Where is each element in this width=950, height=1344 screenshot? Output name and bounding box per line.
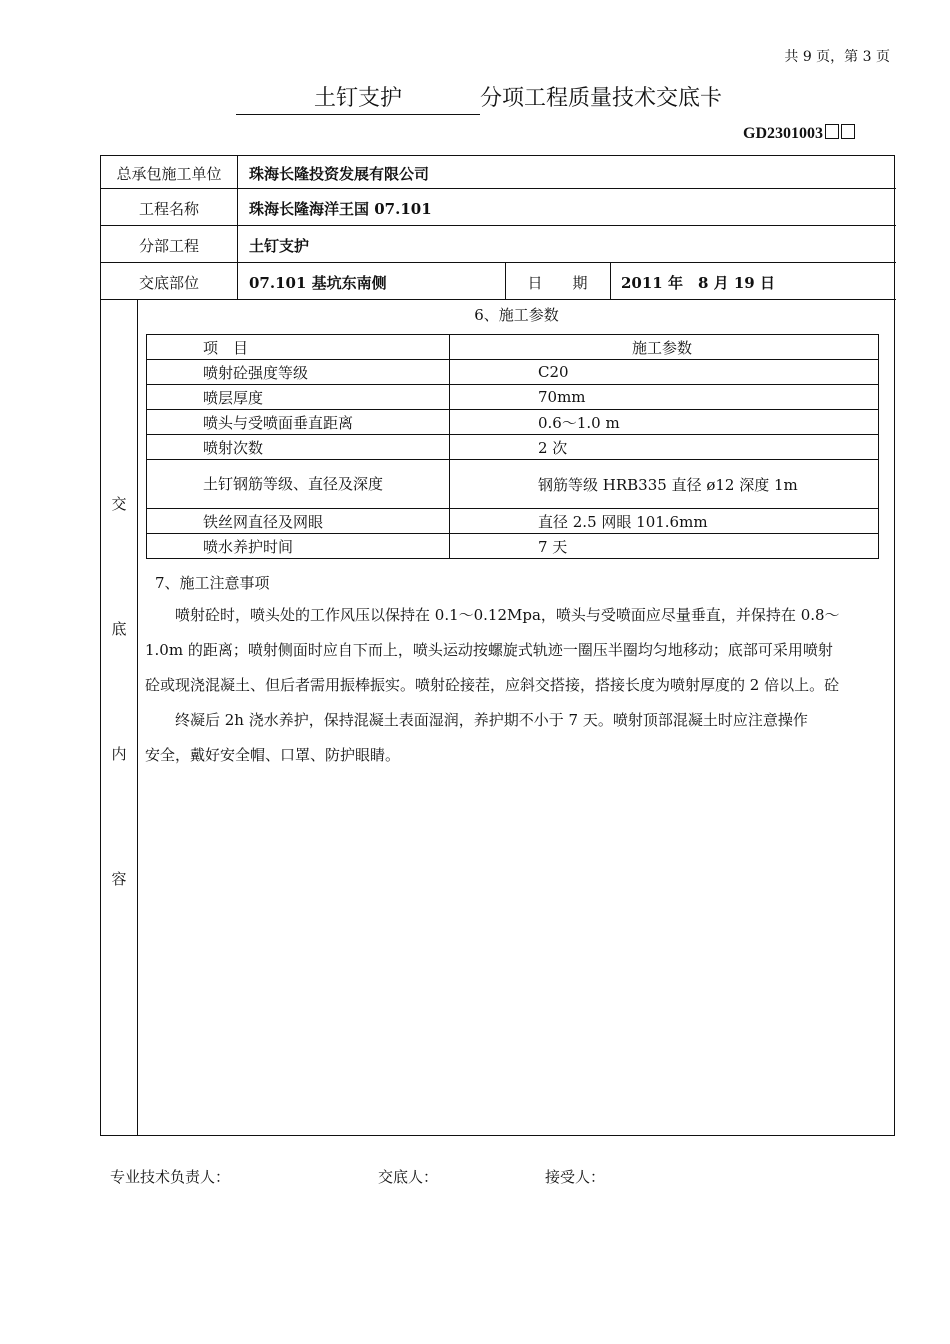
notes-body <box>145 598 890 773</box>
tech-lead-signature-label: 专业技术负责人： <box>110 1168 231 1186</box>
checkbox-icon <box>825 124 839 139</box>
division-value: 土钉支护 <box>249 237 310 255</box>
table-cell: 0.6～1.0 m <box>450 410 879 435</box>
date-value: 2011 年 8 月 19 日 <box>621 274 775 292</box>
section-6-title: 6、施工参数 <box>474 306 559 324</box>
parameters-table <box>146 334 879 559</box>
document-code-text: GD2301003 <box>743 125 823 142</box>
document-title <box>0 84 950 120</box>
table-header-row <box>147 335 879 360</box>
table-row <box>147 534 879 559</box>
location-value: 07.101 基坑东南侧 <box>249 274 387 292</box>
table-header-cell: 项 目 <box>147 335 450 360</box>
side-label-char: 容 <box>111 870 127 888</box>
row-divider <box>101 188 896 189</box>
table-cell: 2 次 <box>450 435 879 460</box>
division-label: 分部工程 <box>138 237 199 255</box>
table-row <box>147 460 879 509</box>
column-divider <box>610 262 611 299</box>
document-code <box>640 124 855 143</box>
column-divider <box>237 156 238 299</box>
table-cell: 直径 2.5 网眼 101.6mm <box>450 509 879 534</box>
project-value: 珠海长隆海洋王国 07.101 <box>249 200 432 218</box>
table-row <box>147 435 879 460</box>
table-header-cell: 施工参数 <box>450 335 879 360</box>
side-label-char: 交 <box>111 495 127 513</box>
side-label-char: 底 <box>111 620 127 638</box>
receiver-signature-label: 接受人： <box>545 1168 606 1186</box>
title-suffix: 分项工程质量技术交底卡 <box>480 86 723 111</box>
row-divider <box>101 225 896 226</box>
table-cell: 喷射砼强度等级 <box>147 360 450 385</box>
notes-line: 安全，戴好安全帽、口罩、防护眼睛。 <box>145 746 401 764</box>
handover-form <box>100 155 895 1136</box>
table-cell: 钢筋等级 HRB335 直径 ø12 深度 1m <box>450 460 879 509</box>
date-label: 日 期 <box>527 274 588 292</box>
table-cell: 喷水养护时间 <box>147 534 450 559</box>
table-cell: 7 天 <box>450 534 879 559</box>
row-divider <box>101 262 896 263</box>
table-cell: C20 <box>450 360 879 385</box>
contractor-value: 珠海长隆投资发展有限公司 <box>249 165 430 183</box>
checkbox-icon <box>841 124 855 139</box>
notes-line: 砼或现浇混凝土、但后者需用振棒振实。喷射砼接茬，应斜交搭接，搭接长度为喷射厚度的 2 倍以上。砼 <box>145 676 840 694</box>
table-cell: 喷射次数 <box>147 435 450 460</box>
location-label: 交底部位 <box>138 274 199 292</box>
notes-line: 终凝后 2h 浇水养护，保持混凝土表面湿润，养护期不小于 7 天。喷射顶部混凝土时应注意操作 <box>145 711 808 729</box>
table-cell: 铁丝网直径及网眼 <box>147 509 450 534</box>
table-row <box>147 509 879 534</box>
page-counter: 共 9 页，第 3 页 <box>784 49 890 65</box>
table-row <box>147 385 879 410</box>
notes-line: 喷射砼时，喷头处的工作风压以保持在 0.1～0.12Mpa，喷头与受喷面应尽量垂直，并保持在 0.8～ <box>145 606 840 624</box>
notes-line: 1.0m 的距离；喷射侧面时应自下而上，喷头运动按螺旋式轨迹一圈压半圈均匀地移动；底部可采用喷射 <box>145 641 833 659</box>
project-label: 工程名称 <box>138 200 199 218</box>
table-cell: 喷层厚度 <box>147 385 450 410</box>
column-divider <box>137 299 138 1136</box>
presenter-signature-label: 交底人： <box>378 1168 439 1186</box>
table-cell: 70mm <box>450 385 879 410</box>
row-divider <box>101 299 896 300</box>
contractor-label: 总承包施工单位 <box>116 165 222 183</box>
side-label-char: 内 <box>111 745 127 763</box>
title-subject: 土钉支护 <box>236 84 480 115</box>
section-7-title: 7、施工注意事项 <box>155 574 270 592</box>
table-cell: 土钉钢筋等级、直径及深度 <box>147 460 450 509</box>
table-cell: 喷头与受喷面垂直距离 <box>147 410 450 435</box>
table-row <box>147 360 879 385</box>
table-row <box>147 410 879 435</box>
